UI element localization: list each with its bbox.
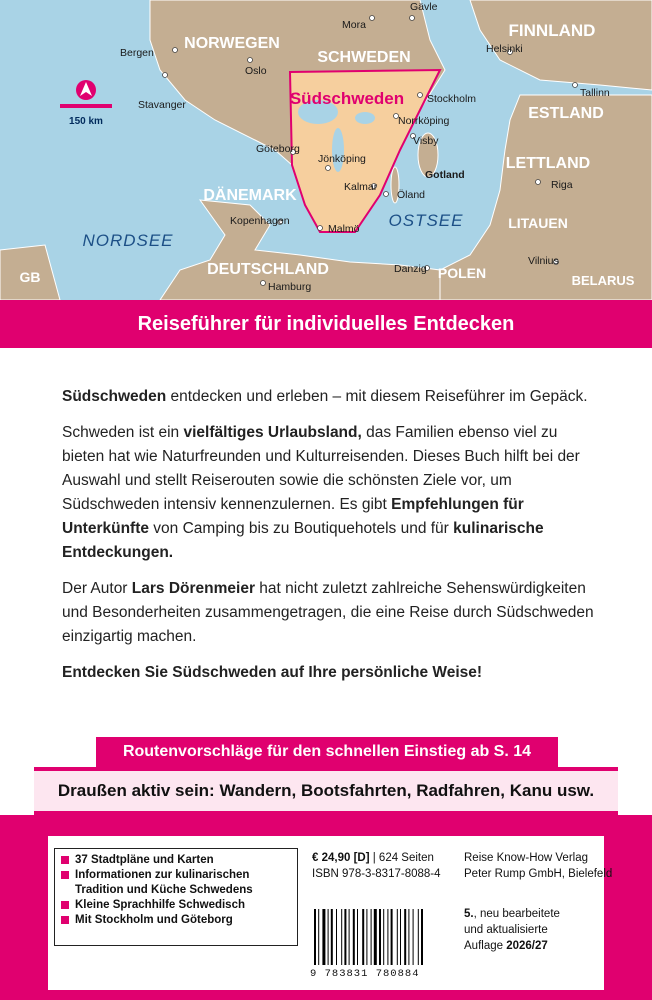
barcode-bar: [314, 909, 316, 965]
barcode-bar: [366, 909, 367, 965]
city-bergen: Bergen: [120, 47, 154, 59]
publisher-address: Peter Rump GmbH, Bielefeld: [464, 868, 613, 880]
barcode-bar: [374, 909, 377, 965]
label-lettland: LETTLAND: [505, 155, 591, 172]
city-danzig: Danzig: [394, 263, 427, 275]
label-polen: POLEN: [437, 265, 487, 281]
bullet-icon: [61, 871, 69, 879]
barcode-bar: [349, 909, 350, 965]
city-gaevle: Gävle: [410, 1, 438, 13]
label-daenemark: DÄNEMARK: [203, 187, 297, 204]
barcode-bar: [421, 909, 423, 965]
city-oeland: Öland: [397, 189, 426, 201]
city-hamburg: Hamburg: [268, 281, 312, 293]
label-finnland: FINNLAND: [508, 21, 596, 40]
barcode-bar: [362, 909, 364, 965]
barcode-bar: [357, 909, 358, 965]
outdoor-banner: [34, 767, 618, 815]
label-deutschland: DEUTSCHLAND: [207, 261, 329, 278]
scale-label: 150 km: [69, 116, 103, 127]
label-nordsee: NORDSEE: [82, 231, 174, 250]
feature-list: [54, 848, 298, 946]
feature-item: 37 Stadtpläne und Karten: [61, 853, 291, 868]
edition-info: 5., neu bearbeitete und aktualisierte Auflage 2026/27: [464, 908, 560, 952]
city-joenkoeping: Jönköping: [318, 153, 366, 165]
publisher-name: Reise Know-How Verlag: [464, 852, 589, 864]
feature-item: Kleine Sprachhilfe Schwedisch: [61, 898, 291, 913]
barcode-bar: [391, 909, 393, 965]
city-visby: Visby: [413, 135, 439, 147]
label-ostsee: OSTSEE: [388, 211, 464, 230]
city-oslo: Oslo: [245, 65, 267, 77]
isbn: ISBN 978-3-8317-8088-4: [312, 868, 441, 880]
barcode-bar: [371, 909, 372, 965]
outdoor-banner-text: Draußen aktiv sein: Wandern, Bootsfahrten, Radfahren, Kanu usw.: [57, 781, 595, 800]
barcode-bar: [404, 909, 406, 965]
barcode-bar: [387, 909, 388, 965]
barcode-bar: [353, 909, 355, 965]
barcode-bar: [383, 909, 384, 965]
barcode-bar: [344, 909, 346, 965]
city-stavanger: Stavanger: [138, 99, 186, 111]
city-vilnius: Vilnius: [528, 255, 559, 267]
barcode-bar: [408, 909, 409, 965]
region-title: Südschweden: [289, 89, 405, 108]
label-litauen: LITAUEN: [508, 215, 568, 231]
publisher-info: [464, 850, 612, 882]
price: € 24,90 [D]: [312, 852, 370, 864]
city-malmoe: Malmö: [328, 223, 360, 235]
feature-item-continued: Tradition und Küche Schwedens: [75, 884, 253, 896]
barcode-bar: [400, 909, 401, 965]
barcode-bar: [397, 909, 398, 965]
overview-map: [0, 0, 652, 300]
barcode-bar: [322, 909, 325, 965]
feature-item: Mit Stockholm und Göteborg: [61, 913, 291, 928]
bullet-icon: [61, 856, 69, 864]
description-paragraph-3: Der Autor Lars Dörenmeier hat nicht zuletzt zahlreiche Sehenswürdigkeiten und Besonderheiten zusammengetragen, die eine Reise durch Südschweden einzigartig machen.: [62, 580, 594, 645]
description-paragraph-1: Südschweden entdecken und erleben – mit diesem Reiseführer im Gepäck.: [62, 388, 588, 405]
city-helsinki: Helsinki: [486, 43, 523, 55]
tagline-text: Reiseführer für individuelles Entdecken: [137, 312, 515, 335]
city-stockholm: Stockholm: [427, 93, 477, 105]
route-banner: [96, 737, 558, 767]
barcode-bar: [379, 909, 381, 965]
book-description: [62, 385, 602, 697]
route-banner-text: Routenvorschläge für den schnellen Einstieg ab S. 14: [122, 743, 532, 760]
barcode-bar: [331, 909, 333, 965]
label-belarus: BELARUS: [571, 273, 635, 288]
description-closing: Entdecken Sie Südschweden auf Ihre persönliche Weise!: [62, 664, 483, 681]
city-mora: Mora: [342, 19, 366, 31]
price-block: € 24,90 [D] | 624 Seiten ISBN 978-3-8317-8088-4: [312, 852, 441, 880]
tagline-bar: [0, 300, 652, 348]
feature-item: Informationen zur kulinarischen: [61, 868, 291, 883]
bullet-icon: [61, 916, 69, 924]
label-schweden: SCHWEDEN: [317, 49, 411, 66]
barcode-digits: 9 783831 780884: [310, 968, 420, 980]
label-norwegen: NORWEGEN: [184, 35, 280, 52]
description-paragraph-2: Schweden ist ein vielfältiges Urlaubsland, das Familien ebenso viel zu bieten hat wie Naturfreunden und Kulturreisenden. Dieses Buch hilft bei der Auswahl und stellt Reiserouten sowie die schönsten Ziele vor, um Südschweden intensiv kennenzulernen. Es gibt Empfehlungen für Unterkünfte von Camping bis zu Boutiquehotels und für kulinarische Entdeckungen.: [62, 424, 580, 561]
label-gb: GB: [19, 269, 41, 285]
city-goeteborg: Göteborg: [256, 143, 300, 155]
page-count: 624 Seiten: [378, 852, 434, 864]
city-riga: Riga: [551, 179, 573, 191]
bullet-icon: [61, 901, 69, 909]
city-norrkoeping: Norrköping: [398, 115, 450, 127]
city-tallinn: Tallinn: [580, 87, 610, 99]
barcode-bar: [318, 909, 319, 965]
barcode-bar: [328, 909, 329, 965]
barcode-bar: [341, 909, 342, 965]
barcode-bar: [336, 909, 337, 965]
city-gotland: Gotland: [425, 169, 465, 181]
barcode-bar: [413, 909, 414, 965]
barcode-bar: [418, 909, 419, 965]
city-kalmar: Kalmar: [344, 181, 378, 193]
city-kopenhagen: Kopenhagen: [230, 215, 290, 227]
label-estland: ESTLAND: [528, 105, 604, 122]
